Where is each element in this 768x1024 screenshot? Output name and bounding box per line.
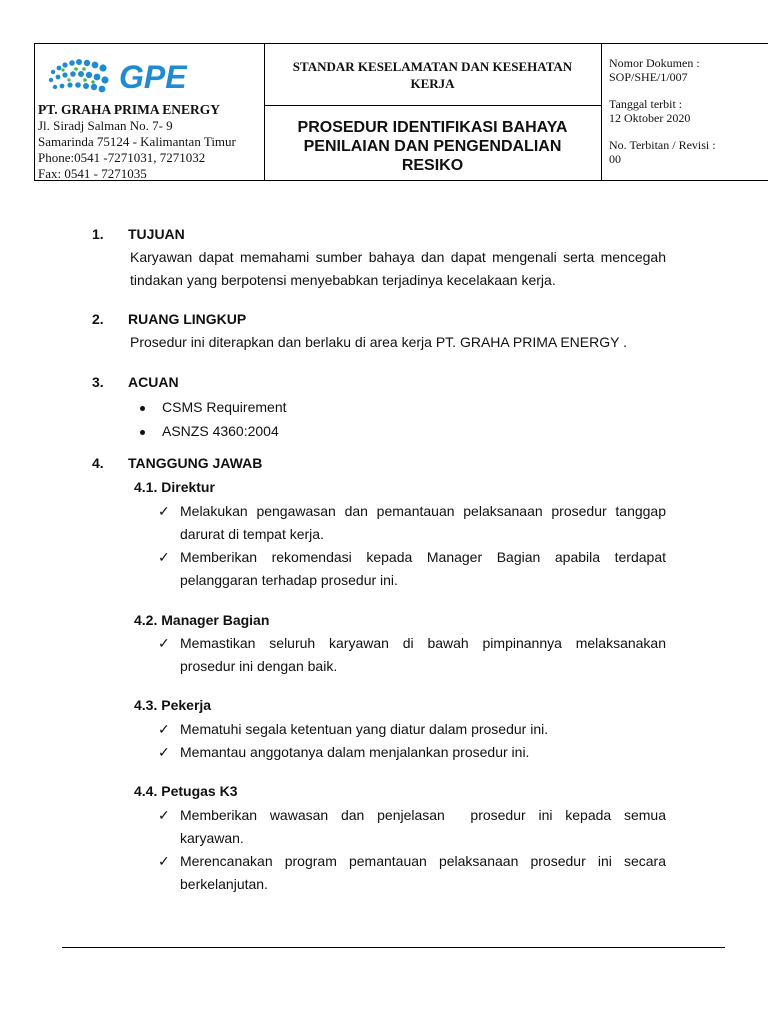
ruang-lingkup-text: Prosedur ini diterapkan dan berlaku di area kerja PT. GRAHA PRIMA ENERGY . — [130, 334, 627, 350]
company-phone: Phone:0541 -7271031, 7271032 — [38, 150, 206, 165]
section-title-ruang-lingkup: RUANG LINGKUP — [128, 311, 247, 327]
section-number: 3. — [92, 374, 104, 390]
list-item-text: karyawan. — [180, 830, 244, 846]
bullet-icon — [140, 430, 145, 435]
document-meta — [601, 44, 768, 180]
list-item-text: Memberikan rekomendasi kepada Manager Bagian apabila terdapat — [180, 549, 666, 565]
list-item-text: CSMS Requirement — [162, 399, 287, 415]
footer-divider — [62, 947, 725, 948]
check-icon: ✓ — [158, 807, 170, 823]
list-item-text: Memberikan wawasan dan penjelasan prosedur ini kepada semua — [180, 807, 666, 823]
company-address-line2: Samarinda 75124 - Kalimantan Timur — [38, 134, 236, 149]
list-item-text: Mematuhi segala ketentuan yang diatur dalam prosedur ini. — [180, 721, 549, 737]
subsection-title-manager: 4.2. Manager Bagian — [134, 612, 270, 628]
bullet-icon — [140, 406, 145, 411]
check-icon: ✓ — [158, 549, 170, 565]
issue-date-label: Tanggal terbit : — [609, 97, 683, 111]
standard-line2: KERJA — [410, 76, 455, 91]
list-item-text: Merencanakan program pemantauan pelaksanaan prosedur ini secara — [180, 853, 666, 869]
subsection-title-petugas-k3: 4.4. Petugas K3 — [134, 783, 238, 799]
check-icon: ✓ — [158, 635, 170, 651]
revision-label: No. Terbitan / Revisi : — [609, 138, 716, 152]
issue-date: 12 Oktober 2020 — [609, 111, 691, 125]
title-line3: RESIKO — [401, 157, 464, 174]
section-title-acuan: ACUAN — [128, 374, 179, 390]
list-item-text: darurat di tempat kerja. — [180, 526, 324, 542]
title-line1: PROSEDUR IDENTIFIKASI BAHAYA — [297, 119, 568, 136]
company-name: PT. GRAHA PRIMA ENERGY — [38, 102, 221, 117]
section-title-tanggung-jawab: TANGGUNG JAWAB — [128, 455, 263, 471]
doc-number: SOP/SHE/1/007 — [609, 70, 688, 84]
list-item-text: ASNZS 4360:2004 — [162, 423, 279, 439]
company-address-line1: Jl. Siradj Salman No. 7- 9 — [38, 118, 173, 133]
revision-block — [609, 138, 716, 166]
section-title-tujuan: TUJUAN — [128, 226, 185, 242]
company-logo — [43, 56, 208, 96]
section-number: 2. — [92, 311, 104, 327]
title-line2: PENILAIAN DAN PENGENDALIAN — [303, 138, 562, 155]
section-number: 1. — [92, 226, 104, 242]
subsection-title-pekerja: 4.3. Pekerja — [134, 697, 212, 713]
list-item-text: Memastikan seluruh karyawan di bawah pimpinannya melaksanakan — [180, 635, 666, 651]
logo-text: GPE — [119, 59, 187, 95]
standard-heading — [264, 58, 601, 92]
check-icon: ✓ — [158, 503, 170, 519]
doc-number-block — [609, 56, 700, 84]
title-block — [264, 44, 602, 180]
subsection-title-direktur: 4.1. Direktur — [134, 479, 215, 495]
list-item-text: prosedur ini dengan baik. — [180, 658, 338, 674]
section-number: 4. — [92, 455, 104, 471]
doc-number-label: Nomor Dokumen : — [609, 56, 700, 70]
list-item-text: Memantau anggotanya dalam menjalankan prosedur ini. — [180, 744, 530, 760]
company-info — [38, 102, 236, 182]
list-item-text: Melakukan pengawasan dan pemantauan pelaksanaan prosedur tanggap — [180, 503, 666, 519]
company-fax: Fax: 0541 - 7271035 — [38, 166, 147, 181]
check-icon: ✓ — [158, 853, 170, 869]
issue-date-block — [609, 97, 690, 125]
list-item-text: pelanggaran terhadap prosedur ini. — [180, 572, 398, 588]
title-divider — [264, 105, 601, 106]
revision-number: 00 — [609, 152, 621, 166]
document-header — [34, 43, 768, 181]
list-item-text: berkelanjutan. — [180, 876, 268, 892]
check-icon: ✓ — [158, 744, 170, 760]
company-block — [35, 44, 265, 180]
standard-line1: STANDAR KESELAMATAN DAN KESEHATAN — [292, 59, 573, 74]
tujuan-line1: Karyawan dapat memahami sumber bahaya dan dapat mengenali serta mencegah — [130, 249, 666, 265]
check-icon: ✓ — [158, 721, 170, 737]
procedure-title — [264, 118, 601, 175]
tujuan-line2: tindakan yang berpotensi menyebabkan terjadinya kecelakaan kerja. — [130, 272, 556, 288]
